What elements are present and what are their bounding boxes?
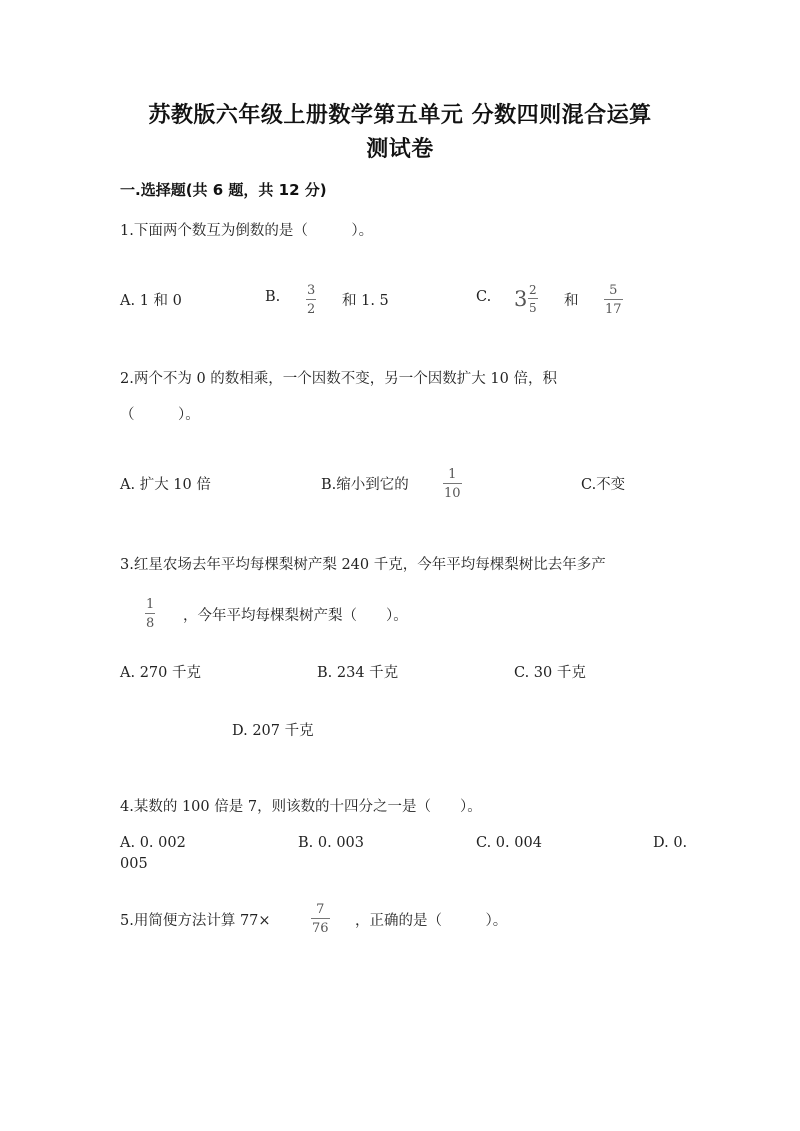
q1-option-a: A. 1 和 0 (120, 293, 182, 309)
fraction-numerator: 1 (146, 597, 155, 612)
q1-option-b-suffix: 和 1. 5 (342, 293, 389, 309)
question-3-fraction (145, 598, 155, 630)
q3-option-c: C. 30 千克 (514, 665, 586, 681)
question-5-text: 5.用简便方法计算 77× (120, 913, 271, 929)
q1-option-c-mid: 和 (564, 293, 579, 309)
question-2-text: 2.两个不为 0 的数相乘，一个因数不变，另一个因数扩大 10 倍，积 (120, 371, 557, 387)
q1-option-b-label: B. (265, 289, 281, 305)
q1-option-c-whole: 3 (514, 287, 528, 311)
q3-option-d: D. 207 千克 (232, 723, 314, 739)
q4-option-a: A. 0. 002 (120, 835, 186, 851)
fraction-denominator: 5 (529, 301, 537, 315)
q2-option-a: A. 扩大 10 倍 (120, 477, 211, 493)
fraction-numerator: 7 (316, 902, 325, 917)
fraction-numerator: 5 (609, 283, 618, 298)
q4-option-c: C. 0. 004 (476, 835, 542, 851)
q3-option-a: A. 270 千克 (120, 665, 201, 681)
fraction-numerator: 3 (307, 283, 316, 298)
fraction-numerator: 2 (529, 283, 537, 297)
question-3-text: 3.红星农场去年平均每棵梨树产梨 240 千克，今年平均每棵梨树比去年多产 (120, 557, 606, 573)
q2-option-b-label: B.缩小到它的 (321, 477, 409, 493)
fraction-numerator: 1 (448, 467, 457, 482)
fraction-denominator: 17 (605, 302, 622, 317)
q1-option-c-label: C. (476, 289, 492, 305)
fraction-denominator: 8 (146, 616, 155, 631)
q4-option-b: B. 0. 003 (298, 835, 364, 851)
fraction-denominator: 76 (312, 921, 329, 936)
q1-option-c-fraction-2 (604, 284, 623, 316)
q3-option-b: B. 234 千克 (317, 665, 399, 681)
page-title: 苏教版六年级上册数学第五单元 分数四则混合运算 (148, 103, 652, 128)
question-5-text-suffix: ，正确的是（ ）。 (355, 913, 508, 929)
q1-option-c-fraction (528, 284, 538, 314)
fraction-denominator: 10 (444, 486, 461, 501)
q1-option-b-fraction (306, 284, 316, 316)
question-5-fraction (311, 903, 330, 935)
q4-option-d-continued: 005 (120, 856, 148, 872)
page-title-line2: 测试卷 (366, 137, 434, 162)
fraction-denominator: 2 (307, 302, 316, 317)
question-3-text-line2: ，今年平均每棵梨树产梨（ ）。 (183, 608, 408, 624)
question-1-text: 1.下面两个数互为倒数的是（ ）。 (120, 223, 374, 239)
section-heading: 一.选择题(共 6 题，共 12 分) (120, 181, 327, 199)
question-2-text-line2: （ ）。 (120, 407, 200, 423)
q2-option-b-fraction (443, 468, 462, 500)
q4-option-d: D. 0. (653, 835, 688, 851)
q2-option-c: C.不变 (581, 477, 626, 493)
question-4-text: 4.某数的 100 倍是 7，则该数的十四分之一是（ ）。 (120, 799, 482, 815)
